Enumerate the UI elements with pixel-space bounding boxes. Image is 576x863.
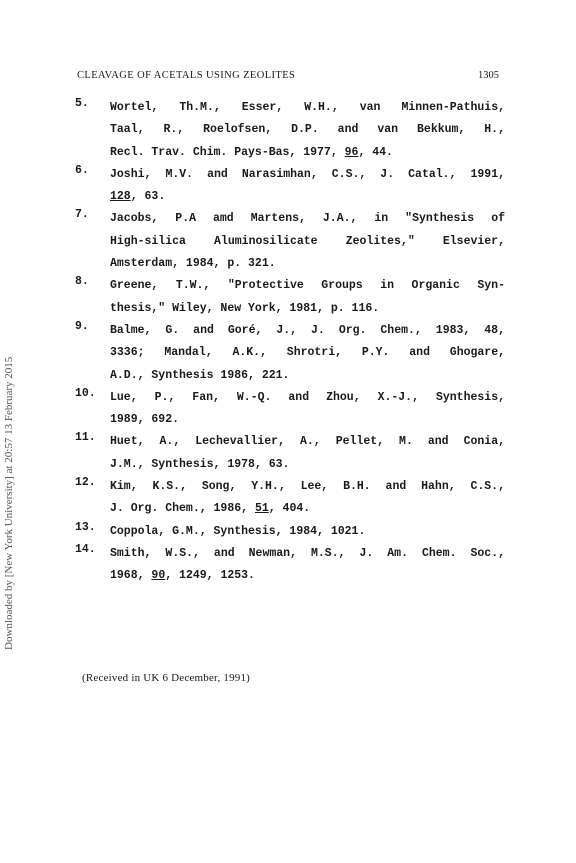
reference-number: 5. xyxy=(75,97,89,110)
running-title: CLEAVAGE OF ACETALS USING ZEOLITES xyxy=(77,70,296,81)
reference-line: Balme, G. and Goré, J., J. Org. Chem., 1983, 48, xyxy=(110,323,505,337)
reference-text: A.D., Synthesis 1986, 221. xyxy=(110,368,290,382)
reference-last-line xyxy=(75,142,505,164)
reference-text: 1968, xyxy=(110,569,152,583)
reference-text: , 63. xyxy=(130,190,166,204)
reference-line: Kim, K.S., Song, Y.H., Lee, B.H. and Hahn, C.S., xyxy=(110,480,505,494)
reference-last-line xyxy=(75,298,505,320)
reference-item xyxy=(75,320,505,387)
reference-number: 7. xyxy=(75,208,89,222)
reference-line: Smith, W.S., and Newman, M.S., J. Am. Chem. Soc., xyxy=(110,546,505,560)
reference-number: 11. xyxy=(75,431,96,445)
reference-number: 6. xyxy=(75,163,89,177)
download-watermark: Downloaded by [New York University] at 20:57 13 February 2015 xyxy=(3,356,15,650)
reference-item xyxy=(75,97,505,164)
reference-item xyxy=(75,275,505,320)
reference-last-line xyxy=(75,186,505,208)
reference-number: 9. xyxy=(75,319,89,333)
reference-last-line xyxy=(75,365,505,387)
reference-line: Huet, A., Lechevallier, A., Pellet, M. and Conia, xyxy=(110,435,505,449)
volume-number: 128 xyxy=(110,190,131,204)
reference-number: 12. xyxy=(75,476,96,490)
reference-last-line xyxy=(75,521,505,543)
reference-line: High-silica Aluminosilicate Zeolites," Elsevier, xyxy=(110,234,505,248)
page-number: 1305 xyxy=(478,70,499,81)
volume-number: 51 xyxy=(254,502,269,516)
reference-text: 1989, 692. xyxy=(110,413,180,427)
reference-text: Amsterdam, 1984, p. 321. xyxy=(110,257,276,271)
reference-last-line xyxy=(75,454,505,476)
reference-number: 8. xyxy=(75,275,89,289)
reference-text: , 44. xyxy=(358,145,393,159)
reference-last-line xyxy=(75,498,505,520)
reference-line: 3336; Mandal, A.K., Shrotri, P.Y. and Ghogare, xyxy=(110,346,505,360)
reference-item xyxy=(75,387,505,432)
volume-number: 96 xyxy=(344,145,359,159)
reference-line: Jacobs, P.A amd Martens, J.A., in "Synthesis of xyxy=(110,212,505,226)
reference-line: Lue, P., Fan, W.-Q. and Zhou, X.-J., Synthesis, xyxy=(110,390,505,404)
reference-text: thesis," Wiley, New York, 1981, p. 116. xyxy=(110,301,380,315)
reference-line: Greene, T.W., "Protective Groups in Organic Syn- xyxy=(110,279,505,293)
reference-text: , 404. xyxy=(268,502,311,516)
volume-number: 90 xyxy=(151,569,166,583)
reference-item xyxy=(75,543,505,588)
reference-item xyxy=(75,164,505,209)
reference-item xyxy=(75,208,505,275)
reference-text: , 1249, 1253. xyxy=(165,569,255,583)
reference-text: J.M., Synthesis, 1978, 63. xyxy=(110,457,290,471)
reference-item xyxy=(75,431,505,476)
reference-number: 14. xyxy=(75,542,96,556)
reference-text: Coppola, G.M., Synthesis, 1984, 1021. xyxy=(110,524,366,538)
reference-text: J. Org. Chem., 1986, xyxy=(110,502,255,516)
reference-line: Wortel, Th.M., Esser, W.H., van Minnen-Pathuis, xyxy=(110,101,505,114)
reference-item xyxy=(75,476,505,521)
reference-text: Recl. Trav. Chim. Pays-Bas, 1977, xyxy=(110,145,345,159)
reference-line: Taal, R., Roelofsen, D.P. and van Bekkum, H., xyxy=(110,123,505,137)
reference-number: 10. xyxy=(75,386,96,400)
reference-last-line xyxy=(75,409,505,431)
received-date: (Received in UK 6 December, 1991) xyxy=(82,672,251,684)
reference-item xyxy=(75,521,505,543)
reference-last-line xyxy=(75,565,505,587)
reference-number: 13. xyxy=(75,520,96,534)
reference-list xyxy=(75,97,505,588)
reference-line: Joshi, M.V. and Narasimhan, C.S., J. Catal., 1991, xyxy=(110,167,505,181)
reference-last-line xyxy=(75,253,505,275)
